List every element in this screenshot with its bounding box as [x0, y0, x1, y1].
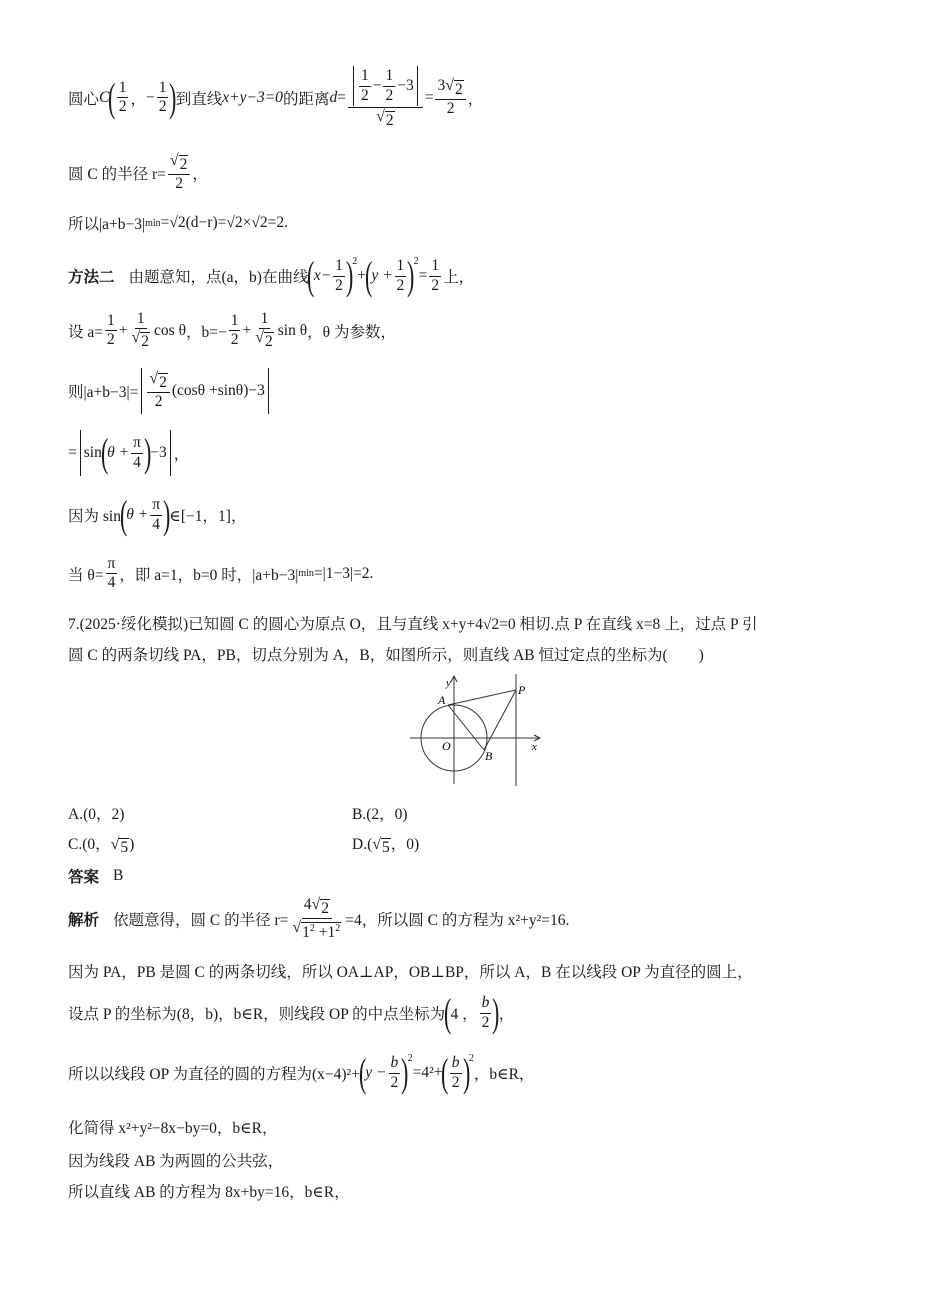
text: 到直线	[175, 90, 223, 108]
text: 由题意知，点(a，b)在曲线	[128, 269, 309, 286]
paren-right: )	[169, 74, 177, 120]
method2-line5: 因为 sin ( θ + $\frac{\pi}{4}$ ) ∈[−1，1]，	[68, 492, 247, 537]
label-p: P	[518, 683, 526, 697]
fraction: 3 √ 2 2	[435, 78, 465, 117]
text: 当 θ=	[68, 566, 104, 584]
method2-line4: = sin ( θ + $\frac{\pi}{4}$ ) −3 ，	[68, 430, 190, 475]
text: 因为 sin	[68, 508, 121, 525]
text: 圆 C 的半径 r=	[68, 165, 166, 183]
analysis-line6: 因为线段 AB 为两圆的公共弦，	[68, 1153, 284, 1170]
label-a: A	[438, 693, 446, 707]
text: C	[99, 88, 110, 106]
label-x: x	[532, 741, 537, 753]
fraction: $\frac{1}{2}$	[118, 78, 127, 116]
answer-label: 答案	[68, 869, 100, 886]
fraction: √ 2 2	[168, 153, 191, 192]
analysis-line3: 设点 P 的坐标为(8，b)，b∈R，则线段 OP 的中点坐标为 ( 4 ， $\frac{b}{2}$ ) ，	[68, 990, 515, 1035]
text: 圆心	[68, 90, 100, 108]
question-line1: 7.(2025·绥化模拟)已知圆 C 的圆心为原点 O，且与直线 x+y+4√2=0 相切.点 P 在直线 x=8 上，过点 P 引	[68, 616, 758, 633]
text: d	[329, 88, 338, 106]
analysis-line4: 所以以线段 OP 为直径的圆的方程为(x−4)²+ ( y − $\frac{b}{2}$ ) 2 =4²+ ( $\frac{b}{2}$ ) 2 ，b∈R，	[68, 1050, 535, 1095]
method1-line1: 圆心 C ( $\frac{1}{2}$ ， − $\frac{1}{2}$ ) 到直线 x+y−3=0 的距离 d = $\frac{1}{2}$ − $\frac{1}{2}$ −3 √ 2 = 3 √ 2 2 ，	[68, 67, 484, 129]
method2-line3: 则|a+b−3|= √ 2 2 (cosθ +sinθ)−3	[68, 368, 272, 414]
text: 所以|a+b−3|	[68, 216, 146, 233]
line-equation: x+y−3=0	[222, 88, 283, 106]
label-y: y	[446, 677, 451, 689]
analysis-line5: 化简得 x²+y²−8x−by=0，b∈R，	[68, 1120, 278, 1137]
answer-line	[68, 865, 123, 887]
tangent-figure	[408, 672, 544, 790]
answer-value: B	[113, 867, 124, 884]
option-b[interactable]: B.(2，0)	[352, 806, 408, 823]
analysis-label: 解析	[68, 912, 100, 930]
option-c[interactable]: C.(0， √ 5 )	[68, 836, 135, 856]
chord-ab	[448, 705, 484, 750]
text: 设 a=	[68, 323, 103, 341]
distance-fraction: $\frac{1}{2}$ − $\frac{1}{2}$ −3 √ 2	[348, 66, 423, 129]
text: ，	[130, 90, 146, 108]
question-line2: 圆 C 的两条切线 PA，PB，切点分别为 A，B，如图所示，则直线 AB 恒过定点的坐标为( )	[68, 647, 704, 664]
label-o: O	[442, 739, 451, 753]
label-b: B	[485, 749, 493, 763]
option-a[interactable]: A.(0，2)	[68, 806, 125, 823]
paren-left: (	[108, 74, 116, 120]
option-d[interactable]: D.( √ 5 ，0)	[352, 836, 420, 856]
text: 的距离	[282, 90, 330, 108]
text: =	[337, 88, 346, 106]
fraction: $\frac{1}{2}$	[158, 78, 167, 116]
analysis-line7: 所以直线 AB 的方程为 8x+by=16，b∈R，	[68, 1184, 350, 1201]
text: =√2(d−r)=√2×√2=2.	[160, 214, 288, 231]
method2-line6: 当 θ= $\frac{\pi}{4}$ ，即 a=1，b=0 时，|a+b−3| min =|1−3|=2.	[68, 555, 374, 592]
tangent-pa	[448, 690, 516, 705]
method1-line2: 圆 C 的半径 r= √ 2 2 ，	[68, 152, 208, 193]
analysis-line1: 解析 依题意得，圆 C 的半径 r= 4 √ 2 √ $1^2 +1^2$ =4，所以圆 C 的方程为 x²+y²=16.	[68, 896, 570, 942]
tangent-pb	[484, 690, 516, 750]
method-label: 方法二	[68, 269, 115, 286]
analysis-line2: 因为 PA，PB 是圆 C 的两条切线，所以 OA⊥AP，OB⊥BP，所以 A，B 在以线段 OP 为直径的圆上，	[68, 964, 753, 981]
method2-line2: 设 a= $\frac{1}{2}$ + 1 √ 2 cos θ ，b=− $\frac{1}{2}$ + 1 √ 2 sin θ ，θ 为参数，	[68, 310, 396, 351]
text: 则|a+b−3|=	[68, 384, 139, 401]
method1-line3: 所以|a+b−3| min =√2(d−r)=√2×√2=2.	[68, 214, 288, 233]
method2-line1: 方法二 由题意知，点(a，b)在曲线 ( x− $\frac{1}{2}$ ) 2 + ( y + $\frac{1}{2}$ ) 2 = $\frac{1}{2}$ 上，	[68, 253, 475, 298]
text: −	[145, 88, 155, 106]
